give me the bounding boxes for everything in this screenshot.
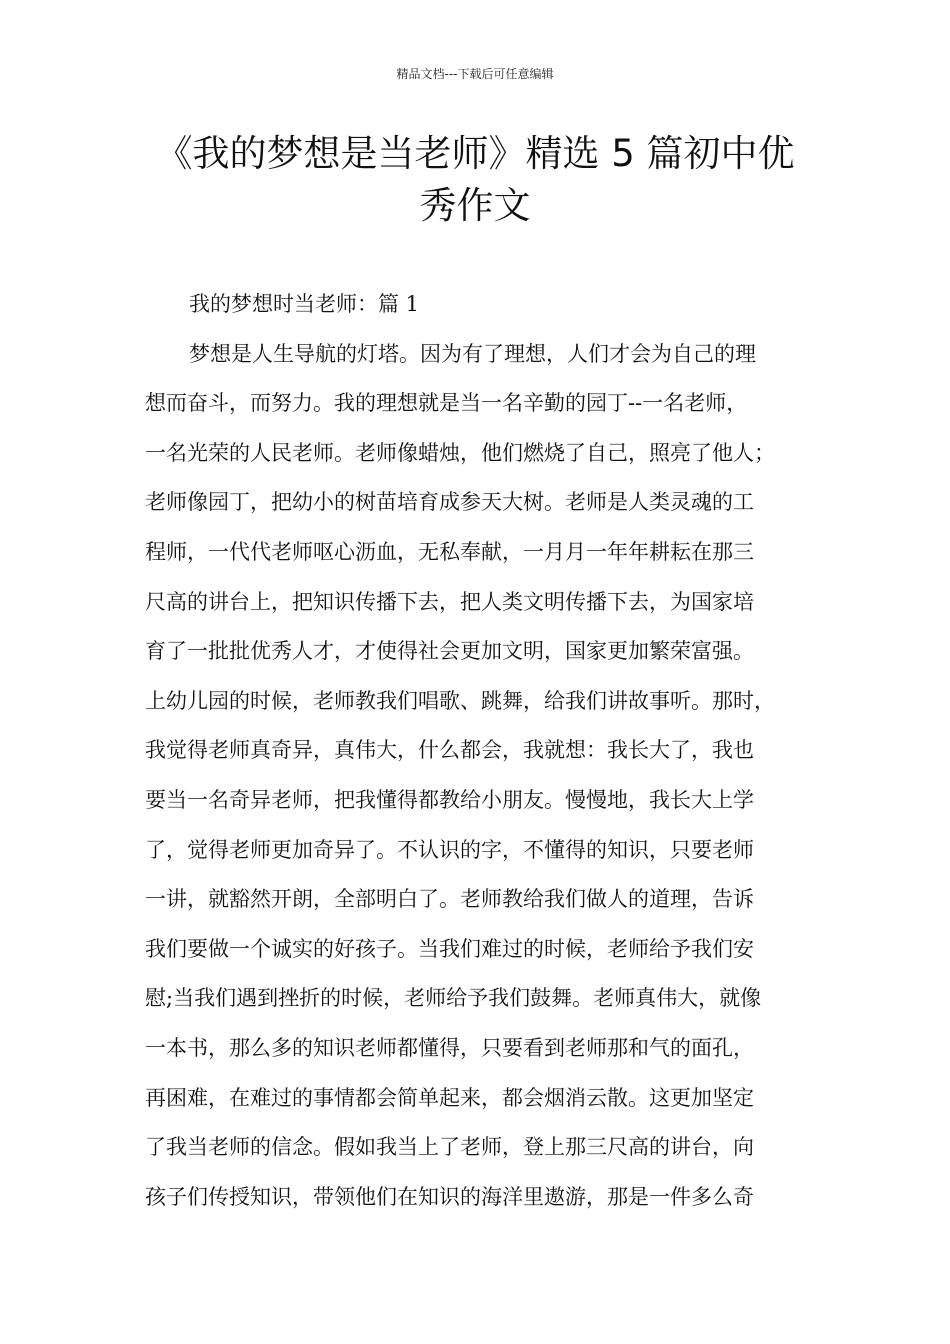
- paragraph-line: 一名光荣的人民老师。老师像蜡烛，他们燃烧了自己，照亮了他人；: [145, 440, 775, 465]
- paragraph-line: 我们要做一个诚实的好孩子。当我们难过的时候，老师给予我们安: [145, 936, 754, 961]
- paragraph-line: 了，觉得老师更加奇异了。不认识的字，不懂得的知识，只要老师: [145, 837, 754, 862]
- paragraph-line: 再困难，在难过的事情都会简单起来，都会烟消云散。这更加坚定: [145, 1085, 754, 1110]
- paragraph-line: 一本书，那么多的知识老师都懂得，只要看到老师那和气的面孔，: [145, 1035, 754, 1060]
- header-note: 精品文档---下载后可任意编辑: [396, 67, 554, 81]
- paragraph-line: 孩子们传授知识，带领他们在知识的海洋里遨游，那是一件多么奇: [145, 1184, 754, 1209]
- document-title: [120, 128, 830, 232]
- title-line-2: 秀作文: [419, 184, 531, 227]
- paragraph-line: 想而奋斗，而努力。我的理想就是当一名辛勤的园丁--一名老师，: [145, 391, 748, 416]
- paragraph-line: 梦想是人生导航的灯塔。因为有了理想，人们才会为自己的理: [189, 341, 756, 366]
- paragraph-line: 我觉得老师真奇异，真伟大，什么都会，我就想：我长大了，我也: [145, 738, 754, 763]
- section-heading: 我的梦想时当老师：篇 1: [189, 292, 420, 316]
- paragraph-line: 一讲，就豁然开朗，全部明白了。老师教给我们做人的道理，告诉: [145, 887, 754, 912]
- paragraph-line: 程师，一代代老师呕心沥血，无私奉献，一月月一年年耕耘在那三: [145, 539, 754, 564]
- paragraph-line: 老师像园丁，把幼小的树苗培育成参天大树。老师是人类灵魂的工: [145, 490, 754, 515]
- paragraph-line: 要当一名奇异老师，把我懂得都教给小朋友。慢慢地，我长大上学: [145, 787, 754, 812]
- document-body: [145, 280, 835, 1222]
- paragraph-line: 尺高的讲台上，把知识传播下去，把人类文明传播下去，为国家培: [145, 589, 754, 614]
- paragraph-line: 育了一批批优秀人才，才使得社会更加文明，国家更加繁荣富强。: [145, 639, 754, 664]
- title-line-1: 《我的梦想是当老师》精选 5 篇初中优: [155, 132, 795, 175]
- paragraph-line: 慰;当我们遇到挫折的时候，老师给予我们鼓舞。老师真伟大，就像: [145, 986, 762, 1011]
- paragraph-line: 上幼儿园的时候，老师教我们唱歌、跳舞，给我们讲故事听。那时，: [145, 688, 775, 713]
- paragraph-line: 了我当老师的信念。假如我当上了老师，登上那三尺高的讲台，向: [145, 1135, 754, 1160]
